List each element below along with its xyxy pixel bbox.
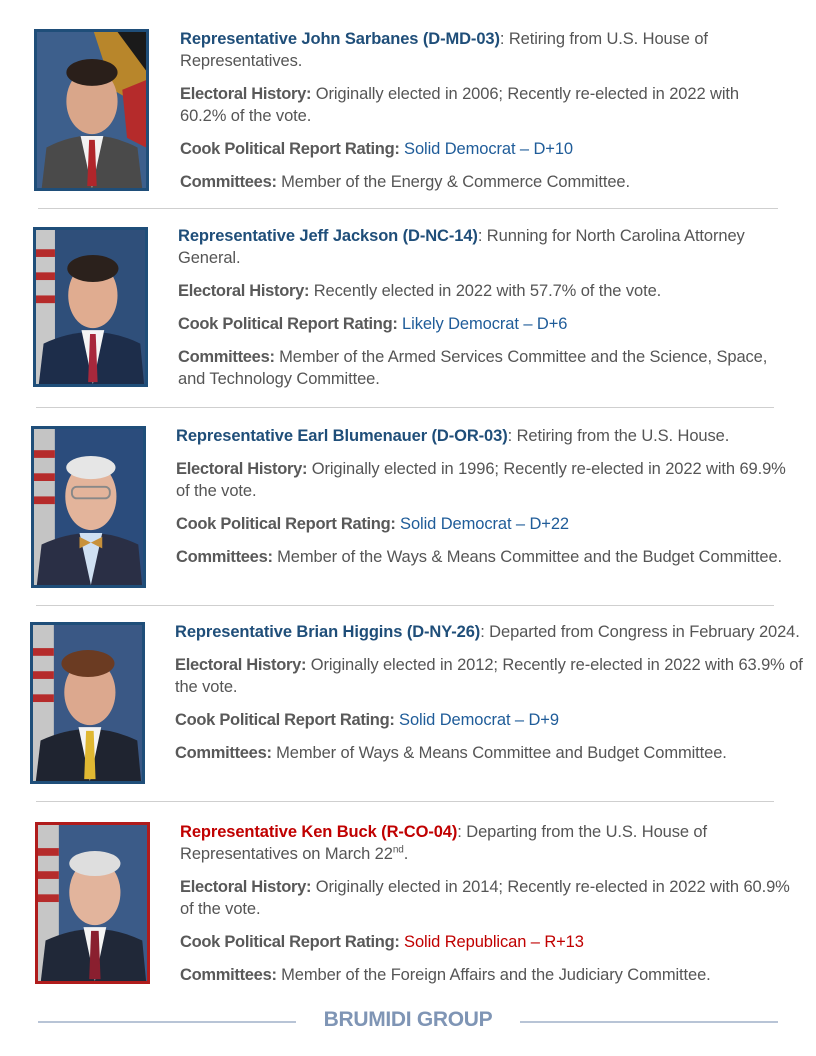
- electoral-label: Electoral History:: [178, 282, 310, 300]
- committees-value: Member of the Armed Services Committee and the Science, Space, and Technology Committee.: [178, 348, 768, 388]
- electoral-history: Originally elected in 2012; Recently re-elected in 2022 with 63.9% of the vote.: [175, 656, 803, 696]
- entry-text-jackson: [178, 225, 788, 390]
- footer-rule-right: [520, 1021, 778, 1023]
- committees-label: Committees:: [175, 744, 272, 762]
- footer-rule-left: [38, 1021, 296, 1023]
- entry-divider: [36, 605, 774, 606]
- entry-divider: [36, 801, 774, 802]
- cook-rating-label: Cook Political Report Rating:: [180, 140, 400, 158]
- portrait-photo-blumenauer: [31, 426, 146, 588]
- committees-value: Member of the Ways & Means Committee and the Budget Committee.: [277, 548, 783, 566]
- entry-divider: [38, 208, 778, 209]
- electoral-label: Electoral History:: [176, 460, 308, 478]
- electoral-label: Electoral History:: [175, 656, 307, 674]
- portrait-photo-higgins: [30, 622, 145, 784]
- entry-text-higgins: [175, 621, 805, 764]
- electoral-label: Electoral History:: [180, 85, 312, 103]
- rep-status: : Departing from the U.S. House of Representatives on March 22: [180, 823, 707, 863]
- cook-rating-value: Solid Republican – R+13: [404, 933, 584, 951]
- electoral-label: Electoral History:: [180, 878, 312, 896]
- cook-rating-label: Cook Political Report Rating:: [178, 315, 398, 333]
- rep-name: Representative Earl Blumenauer (D-OR-03): [176, 427, 508, 445]
- rep-name: Representative Ken Buck (R-CO-04): [180, 823, 458, 841]
- committees-label: Committees:: [180, 966, 277, 984]
- cook-rating-label: Cook Political Report Rating:: [176, 515, 396, 533]
- rep-status: : Retiring from the U.S. House.: [507, 427, 730, 445]
- committees-value: Member of the Energy & Commerce Committee.: [281, 173, 630, 191]
- rep-status: : Departed from Congress in February 2024.: [480, 623, 800, 641]
- rep-name: Representative Brian Higgins (D-NY-26): [175, 623, 481, 641]
- rep-status: : Running for North Carolina Attorney General.: [178, 227, 745, 267]
- portrait-photo-buck: [35, 822, 150, 984]
- portrait-photo-sarbanes: [34, 29, 149, 191]
- cook-rating-label: Cook Political Report Rating:: [175, 711, 395, 729]
- rep-name: Representative Jeff Jackson (D-NC-14): [178, 227, 478, 245]
- committees-value: Member of the Foreign Affairs and the Judiciary Committee.: [281, 966, 711, 984]
- rep-status-end: .: [403, 845, 409, 863]
- rep-status: : Retiring from U.S. House of Representatives.: [180, 30, 708, 70]
- electoral-history: Originally elected in 2014; Recently re-elected in 2022 with 60.9% of the vote.: [180, 878, 790, 918]
- cook-rating-value: Solid Democrat – D+10: [404, 140, 573, 158]
- cook-rating-value: Solid Democrat – D+22: [400, 515, 569, 533]
- portrait-photo-jackson: [33, 227, 148, 387]
- cook-rating-value: Solid Democrat – D+9: [399, 711, 559, 729]
- entry-text-blumenauer: [176, 425, 796, 568]
- committees-value: Member of Ways & Means Committee and Budget Committee.: [276, 744, 727, 762]
- rep-name: Representative John Sarbanes (D-MD-03): [180, 30, 500, 48]
- cook-rating-value: Likely Democrat – D+6: [402, 315, 568, 333]
- cook-rating-label: Cook Political Report Rating:: [180, 933, 400, 951]
- committees-label: Committees:: [180, 173, 277, 191]
- brand-logo-text: BRUMIDI GROUP: [323, 1008, 493, 1031]
- entry-divider: [36, 407, 774, 408]
- rep-status-superscript: nd: [392, 844, 404, 856]
- committees-label: Committees:: [178, 348, 275, 366]
- electoral-history: Recently elected in 2022 with 57.7% of the vote.: [313, 282, 662, 300]
- electoral-history: Originally elected in 2006; Recently re-elected in 2022 with 60.2% of the vote.: [180, 85, 739, 125]
- entry-text-sarbanes: [180, 28, 780, 193]
- entry-text-buck: [180, 821, 790, 986]
- electoral-history: Originally elected in 1996; Recently re-elected in 2022 with 69.9% of the vote.: [176, 460, 786, 500]
- committees-label: Committees:: [176, 548, 273, 566]
